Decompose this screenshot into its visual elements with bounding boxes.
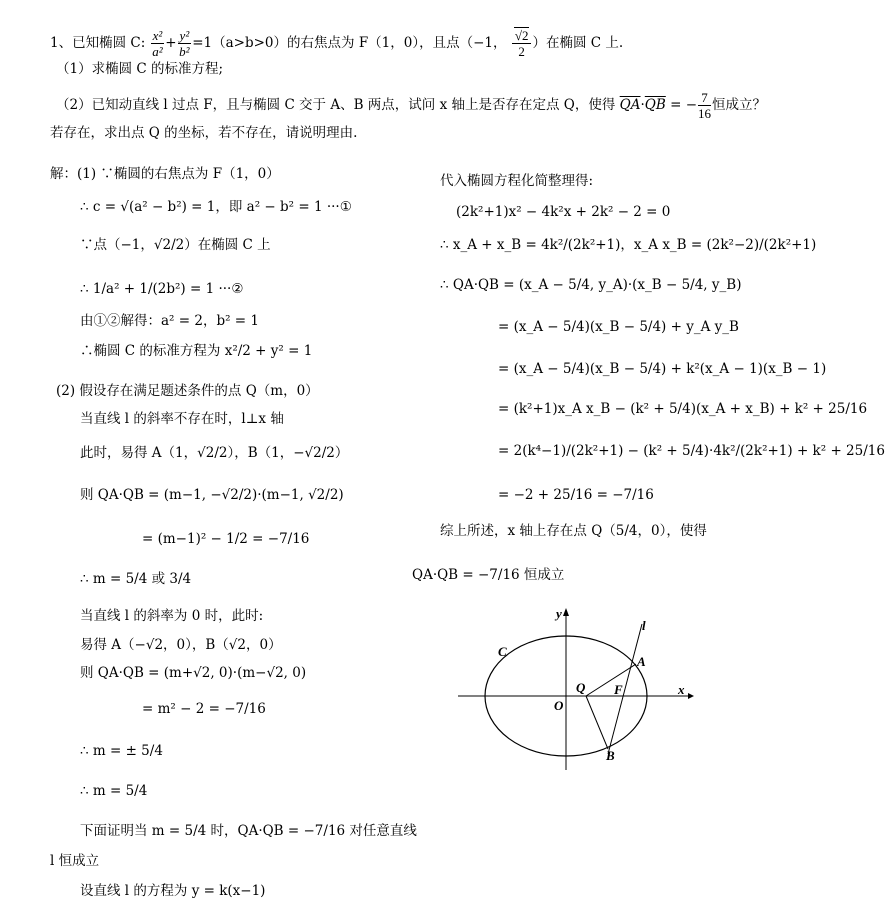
sol-step-1: 解：(1) ∵椭圆的右焦点为 F（1，0） — [50, 166, 280, 182]
sol-step-7: (2) 假设存在满足题述条件的点 Q（m，0） — [56, 383, 319, 399]
sol-step-10: 则 QA·QB = (m−1, −√2/2)·(m−1, √2/2) — [80, 487, 344, 503]
sol-r-6: = (x_A − 5/4)(x_B − 5/4) + k²(x_A − 1)(x_B − 1) — [498, 361, 827, 377]
label-q: Q — [576, 680, 586, 695]
label-o: O — [554, 698, 564, 713]
sol-step-21: 设直线 l 的方程为 y = k(x−1) — [80, 883, 266, 899]
sol-r-10: 综上所述，x 轴上存在点 Q（5/4，0），使得 — [440, 523, 707, 539]
sol-step-2: ∴ c = √(a² − b²) = 1，即 a² − b² = 1 ···① — [80, 199, 352, 215]
sol-step-11: = (m−1)² − 1/2 = −7/16 — [142, 531, 310, 547]
sol-step-14: 易得 A（−√2，0），B（√2，0） — [80, 637, 282, 653]
sol-r-11: QA·QB = −7/16 恒成立 — [412, 567, 565, 583]
sol-r-3: ∴ x_A + x_B = 4k²/(2k²+1)，x_A x_B = (2k²−2)/(2k²+1) — [440, 237, 817, 253]
question-2-cont: 若存在，求出点 Q 的坐标，若不存在，请说明理由. — [50, 125, 358, 141]
sol-step-18: ∴ m = 5/4 — [80, 783, 148, 799]
sol-step-9: 此时，易得 A（1，√2/2），B（1，−√2/2） — [80, 445, 349, 461]
segment-qb — [586, 696, 608, 749]
sol-r-8: = 2(k⁴−1)/(2k²+1) − (k² + 5/4)·4k²/(2k²+1) + k² + 25/16 — [498, 443, 885, 459]
label-f: F — [614, 682, 623, 697]
sol-step-5: 由①②解得：a² = 2，b² = 1 — [80, 313, 259, 329]
sol-step-13: 当直线 l 的斜率为 0 时，此时: — [80, 608, 264, 624]
sol-step-8: 当直线 l 的斜率不存在时，l⊥x 轴 — [80, 411, 284, 427]
label-a: A — [637, 654, 646, 669]
sol-r-1: 代入椭圆方程化简整理得: — [440, 173, 594, 189]
sol-step-4: ∴ 1/a² + 1/(2b²) = 1 ···② — [80, 281, 244, 297]
sol-step-17: ∴ m = ± 5/4 — [80, 743, 163, 759]
sol-r-7: = (k²+1)x_A x_B − (k² + 5/4)(x_A + x_B) + k² + 25/16 — [498, 401, 868, 417]
sol-r-5: = (x_A − 5/4)(x_B − 5/4) + y_A y_B — [498, 319, 739, 335]
sol-step-20: l 恒成立 — [50, 853, 100, 869]
label-b: B — [606, 748, 615, 763]
label-c: C — [498, 644, 507, 659]
label-y: y — [556, 606, 562, 621]
label-x: x — [678, 682, 685, 697]
segment-qa — [586, 664, 636, 696]
sol-step-19: 下面证明当 m = 5/4 时，QA·QB = −7/16 对任意直线 — [80, 823, 417, 839]
sol-step-3: ∵点（−1，√2/2）在椭圆 C 上 — [80, 237, 271, 253]
ellipse-figure — [456, 604, 696, 774]
sol-step-16: = m² − 2 = −7/16 — [142, 701, 266, 717]
sol-r-9: = −2 + 25/16 = −7/16 — [498, 487, 654, 503]
sol-r-4: ∴ QA·QB = (x_A − 5/4, y_A)·(x_B − 5/4, y_B) — [440, 277, 742, 293]
label-l: l — [642, 618, 646, 633]
sol-step-12: ∴ m = 5/4 或 3/4 — [80, 571, 192, 587]
sol-step-6: ∴椭圆 C 的标准方程为 x²/2 + y² = 1 — [80, 343, 313, 359]
question-2: （2）已知动直线 l 过点 F，且与椭圆 C 交于 A、B 两点，试问 x 轴上是否存在定点 Q，使得 $\overline{QA}\cdot\overline{QB}$ = − $\frac{7}{16}$ 恒成立？ — [56, 90, 767, 121]
x-axis-arrow — [688, 693, 694, 699]
problem-line-1: 1、已知椭圆 C: $\frac{\text{x²}}{\text{a²}}$ + $\frac{\text{y²}}{\text{b²}}$ =1（a>b>0）的右焦点为 F（1，0），且点（−1， $\frac{√2}{2}$ ）在椭圆 C 上. — [50, 28, 624, 59]
y-axis-arrow — [563, 608, 569, 616]
sol-step-15: 则 QA·QB = (m+√2, 0)·(m−√2, 0) — [80, 665, 307, 681]
sol-r-2: (2k²+1)x² − 4k²x + 2k² − 2 = 0 — [456, 204, 671, 220]
question-1: （1）求椭圆 C 的标准方程; — [56, 61, 224, 77]
